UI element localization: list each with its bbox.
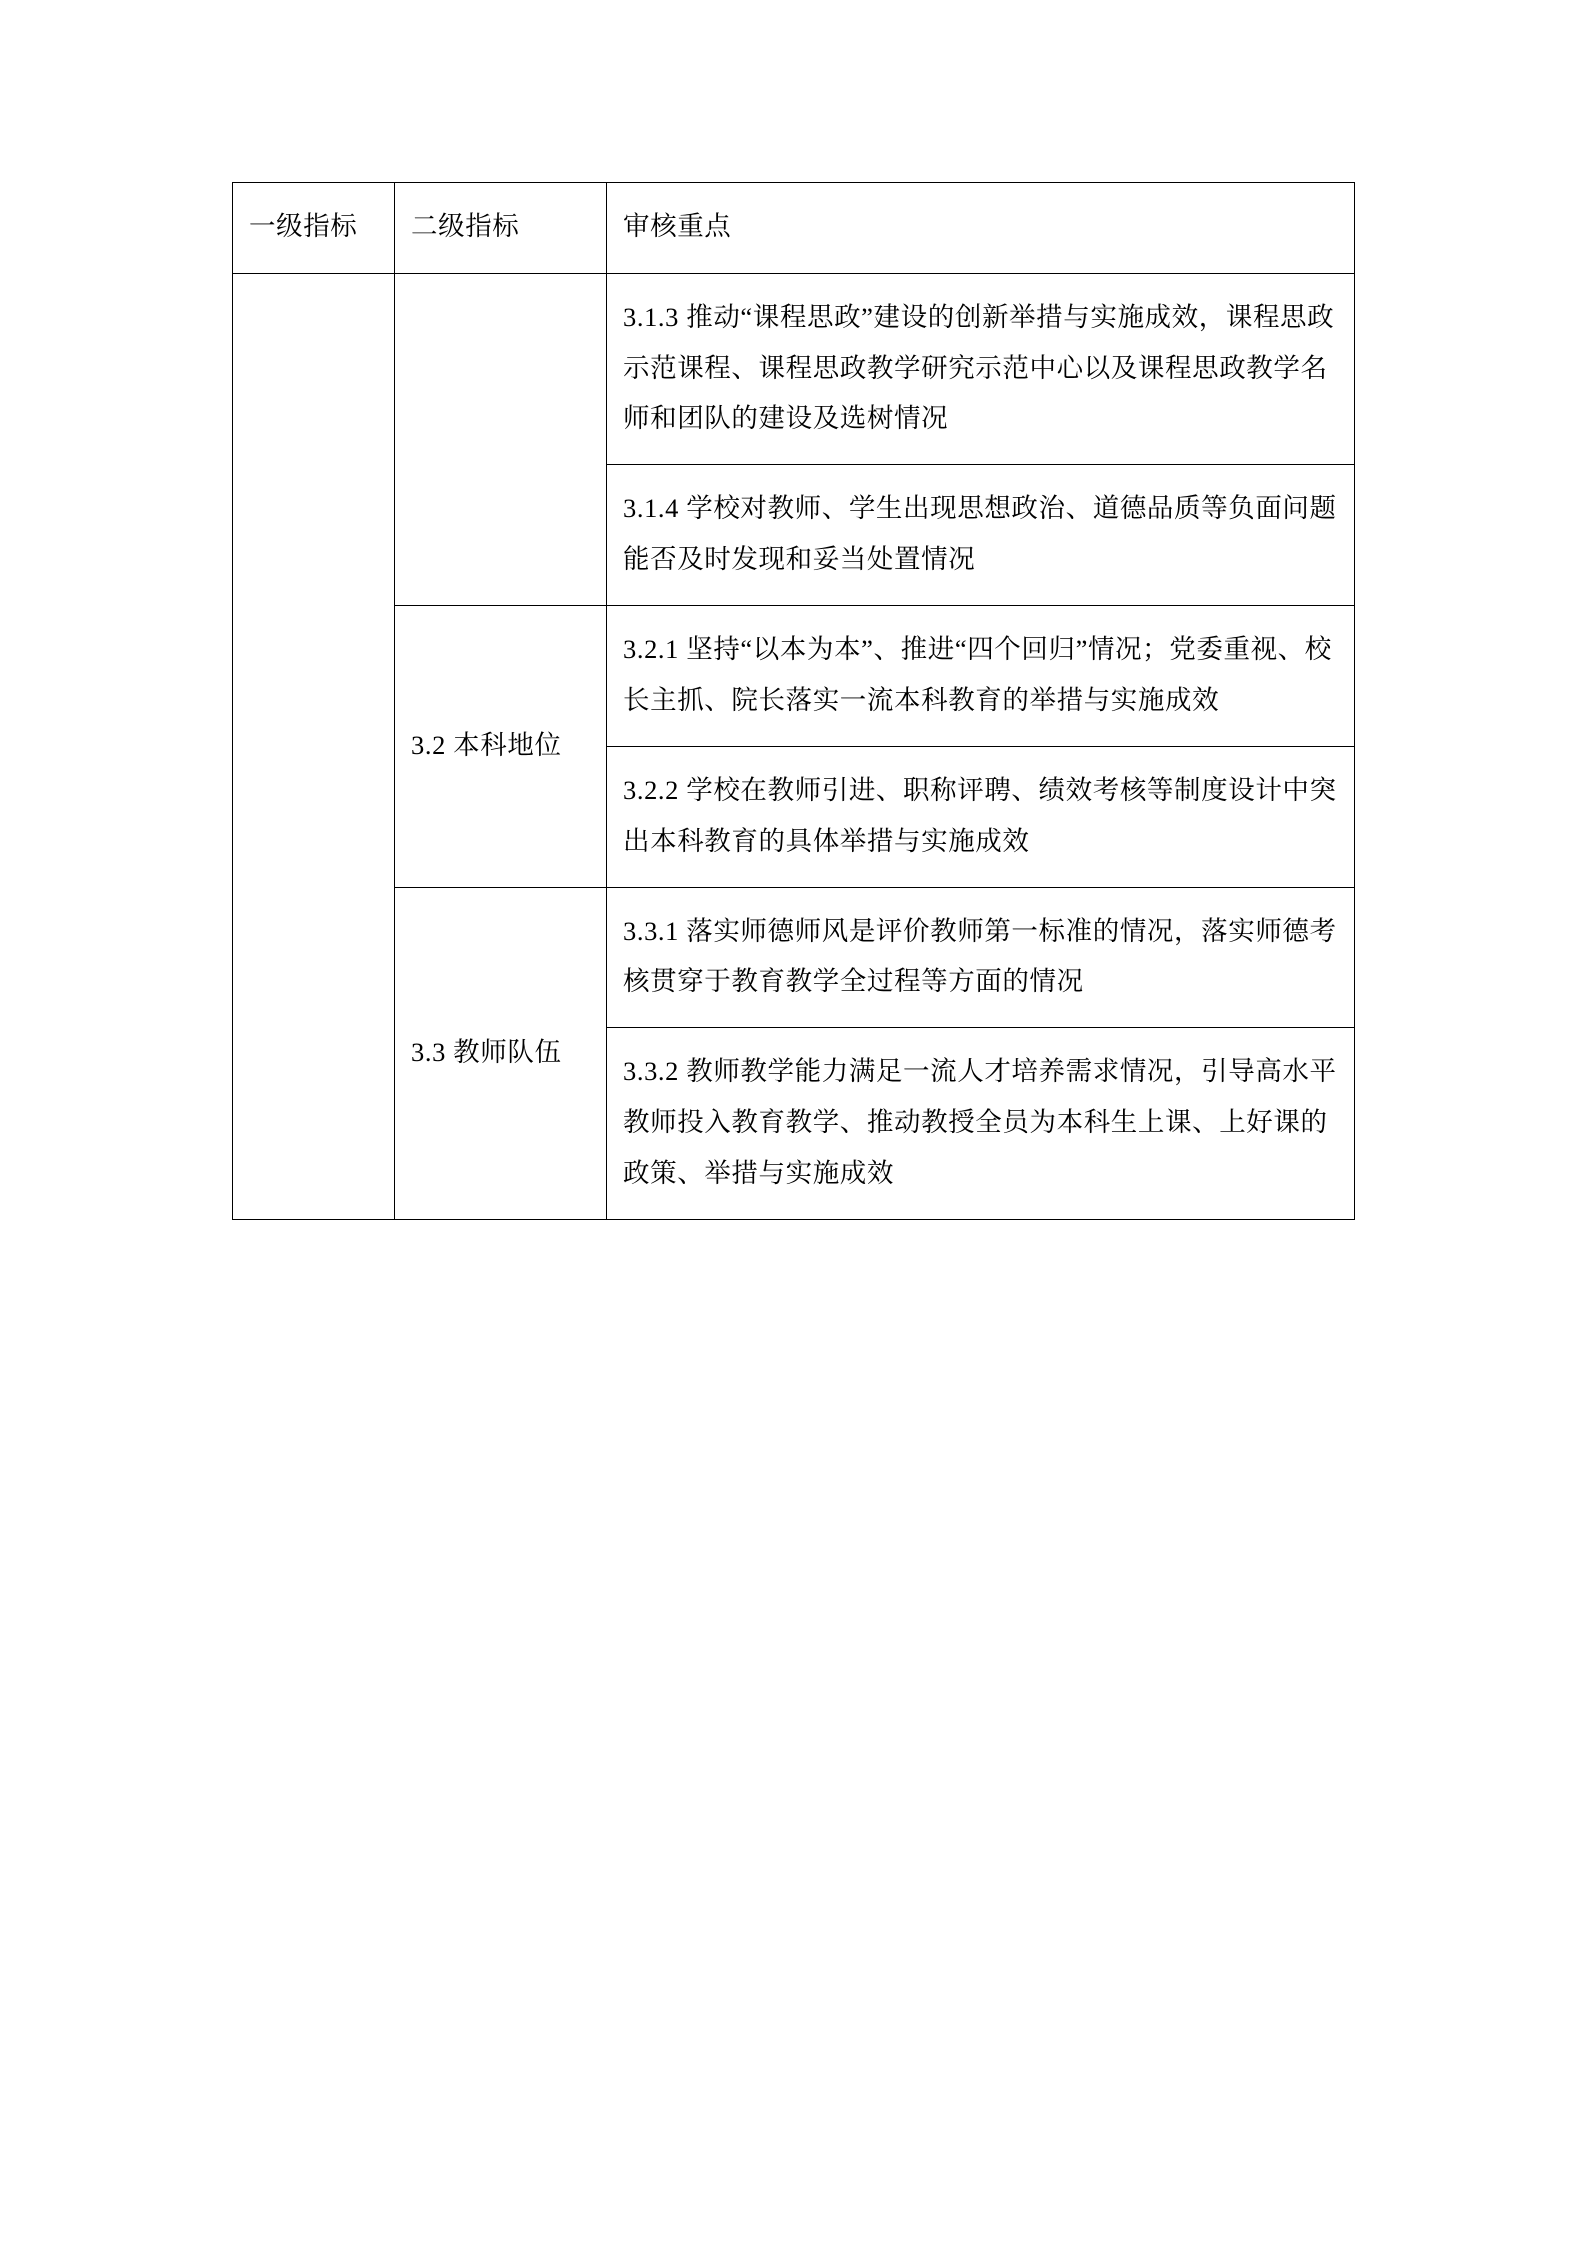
focus-cell: 3.2.1 坚持“以本为本”、推进“四个回归”情况；党委重视、校长主抓、院长落实一流本科教育的举措与实施成效 xyxy=(607,606,1355,747)
focus-cell: 3.1.4 学校对教师、学生出现思想政治、道德品质等负面问题能否及时发现和妥当处置情况 xyxy=(607,465,1355,606)
focus-cell: 3.1.3 推动“课程思政”建设的创新举措与实施成效，课程思政示范课程、课程思政教学研究示范中心以及课程思政教学名师和团队的建设及选树情况 xyxy=(607,273,1355,465)
level2-cell-group-1 xyxy=(395,273,607,605)
table-row xyxy=(233,887,1355,1028)
focus-cell: 3.3.2 教师教学能力满足一流人才培养需求情况，引导高水平教师投入教育教学、推动教授全员为本科生上课、上好课的政策、举措与实施成效 xyxy=(607,1028,1355,1220)
table-row xyxy=(233,273,1355,465)
focus-cell: 3.3.1 落实师德师风是评价教师第一标准的情况，落实师德考核贯穿于教育教学全过程等方面的情况 xyxy=(607,887,1355,1028)
header-level1: 一级指标 xyxy=(233,183,395,274)
level2-cell-undergraduate-status: 3.2 本科地位 xyxy=(395,606,607,888)
indicator-table xyxy=(232,182,1355,1220)
table-row xyxy=(233,606,1355,747)
header-level2: 二级指标 xyxy=(395,183,607,274)
table-header-row xyxy=(233,183,1355,274)
header-focus: 审核重点 xyxy=(607,183,1355,274)
level2-cell-faculty: 3.3 教师队伍 xyxy=(395,887,607,1219)
level1-cell xyxy=(233,273,395,1219)
focus-cell: 3.2.2 学校在教师引进、职称评聘、绩效考核等制度设计中突出本科教育的具体举措与实施成效 xyxy=(607,746,1355,887)
table-container xyxy=(232,182,1354,1220)
